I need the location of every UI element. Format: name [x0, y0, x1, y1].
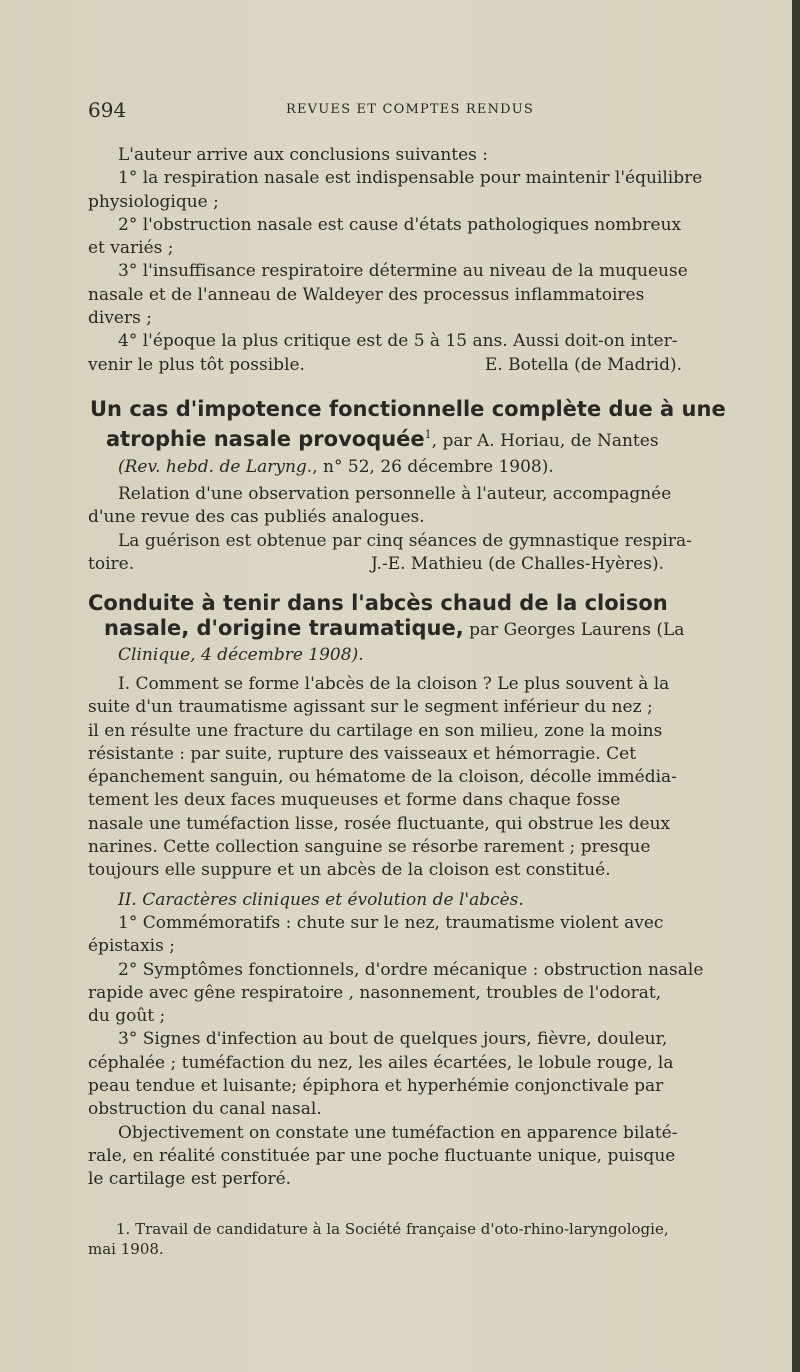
article-2-title-line1: Un cas d'impotence fonctionnelle complète due à une — [90, 397, 726, 421]
article-3-byline: par Georges Laurens (La — [463, 620, 685, 640]
conclusion-1-line2: physiologique ; — [88, 191, 219, 212]
running-head: REVUES ET COMPTES RENDUS — [286, 102, 535, 117]
conclusion-4-line1: 4° l'époque la plus critique est de 5 à 15 ans. Aussi doit-on inter- — [118, 331, 678, 352]
article-3 — [88, 591, 734, 1192]
article-2-source-journal: (Rev. hebd. de Laryng. — [118, 457, 313, 477]
article-2-source-date: , n° 52, 26 décembre 1908). — [312, 457, 554, 477]
conclusion-3-line1: 3° l'insuffisance respiratoire détermine au niveau de la muqueuse — [118, 261, 688, 282]
conclusion-2-line1: 2° l'obstruction nasale est cause d'états pathologiques nombreux — [118, 214, 682, 235]
section-2-objective-line: le cartilage est perforé. — [88, 1169, 292, 1190]
section-2-item-2-line: du goût ; — [88, 1006, 166, 1027]
article-2-title-line2 — [88, 422, 734, 454]
article-3-source: Clinique, 4 décembre 1908). — [118, 645, 364, 665]
section-2-item-1-line: 1° Commémoratifs : chute sur le nez, traumatisme violent avec — [118, 912, 664, 933]
article-2-signature: J.-E. Mathieu (de Challes-Hyères). — [371, 553, 664, 574]
first-article-conclusions — [88, 144, 734, 377]
section-2-item-2-line: rapide avec gêne respiratoire , nasonnement, troubles de l'odorat, — [88, 982, 662, 1003]
section-1-line: résistante : par suite, rupture des vaisseaux et hémorragie. Cet — [88, 743, 637, 764]
article-2-p1-line2: d'une revue des cas publiés analogues. — [88, 507, 425, 528]
section-2-item-3-line: céphalée ; tuméfaction du nez, les ailes écartées, le lobule rouge, la — [88, 1052, 674, 1073]
footnote-ref: 1 — [424, 428, 432, 441]
article-2-p2-line2: toire. — [88, 553, 135, 574]
conclusion-3-line2: nasale et de l'anneau de Waldeyer des processus inflammatoires — [88, 284, 645, 305]
article-2 — [88, 397, 734, 576]
section-1-line: nasale une tuméfaction lisse, rosée fluctuante, qui obstrue les deux — [88, 813, 671, 834]
article-2-source — [88, 455, 734, 479]
section-2-item-2-line: 2° Symptômes fonctionnels, d'ordre mécanique : obstruction nasale — [118, 959, 704, 980]
scan-edge — [792, 0, 800, 1372]
section-2-item-3-line: obstruction du canal nasal. — [88, 1099, 322, 1120]
article-2-title-bold: atrophie nasale provoquée — [106, 427, 425, 451]
section-1-line: tement les deux faces muqueuses et forme dans chaque fosse — [88, 790, 621, 811]
article-3-section-2 — [88, 889, 734, 1192]
section-1-line: narines. Cette collection sanguine se résorbe rarement ; presque — [88, 837, 651, 858]
conclusion-1-line1: 1° la respiration nasale est indispensable pour maintenir l'équilibre — [118, 168, 703, 189]
article-2-title — [88, 397, 734, 454]
article-2-signature-line — [88, 553, 734, 576]
section-2-item-3-line: 3° Signes d'infection au bout de quelques jours, fièvre, douleur, — [118, 1029, 668, 1050]
section-2-item-3-line: peau tendue et luisante; épiphora et hyperhémie conjonctivale par — [88, 1076, 664, 1097]
section-2-item-1-line: épistaxis ; — [88, 936, 175, 957]
conclusion-4-line2: venir le plus tôt possible. — [88, 354, 305, 375]
intro-line: L'auteur arrive aux conclusions suivantes : — [118, 145, 489, 165]
section-1-line: épanchement sanguin, ou hématome de la cloison, décolle immédia- — [88, 767, 677, 788]
footnote — [88, 1219, 734, 1259]
section-1-line: I. Comment se forme l'abcès de la cloison ? Le plus souvent à la — [118, 674, 670, 694]
footnote-line2: mai 1908. — [88, 1240, 164, 1258]
article-3-title-line1: Conduite à tenir dans l'abcès chaud de la cloison — [88, 591, 668, 615]
article-2-p1-line1: Relation d'une observation personnelle à l'auteur, accompagnée — [118, 484, 672, 504]
section-2-title: II. Caractères cliniques et évolution de l'abcès. — [118, 889, 524, 910]
article-2-byline: , par A. Horiau, de Nantes — [431, 431, 659, 451]
conclusion-3-line3: divers ; — [88, 308, 152, 329]
conclusion-2-line2: et variés ; — [88, 238, 174, 259]
article-3-section-1 — [88, 673, 734, 883]
footnote-line1: 1. Travail de candidature à la Société française d'oto-rhino-laryngologie, — [116, 1220, 669, 1238]
page-header — [88, 98, 728, 122]
section-1-line: suite d'un traumatisme agissant sur le segment inférieur du nez ; — [88, 697, 653, 718]
section-2-objective-line: Objectivement on constate une tuméfaction en apparence bilaté- — [118, 1122, 678, 1143]
page-number: 694 — [88, 98, 127, 122]
section-1-line: toujours elle suppure et un abcès de la cloison est constitué. — [88, 860, 611, 881]
conclusion-4-signature-line — [88, 354, 734, 377]
section-1-line: il en résulte une fracture du cartilage en son milieu, zone la moins — [88, 720, 663, 741]
article-3-title — [88, 591, 734, 643]
author-signature: E. Botella (de Madrid). — [484, 354, 682, 375]
article-3-title-bold: nasale, d'origine traumatique, — [104, 616, 464, 640]
article-3-title-line2 — [88, 616, 734, 643]
section-2-objective-line: rale, en réalité constituée par une poche fluctuante unique, puisque — [88, 1145, 676, 1166]
article-2-p2-line1: La guérison est obtenue par cinq séances de gymnastique respira- — [118, 530, 692, 551]
